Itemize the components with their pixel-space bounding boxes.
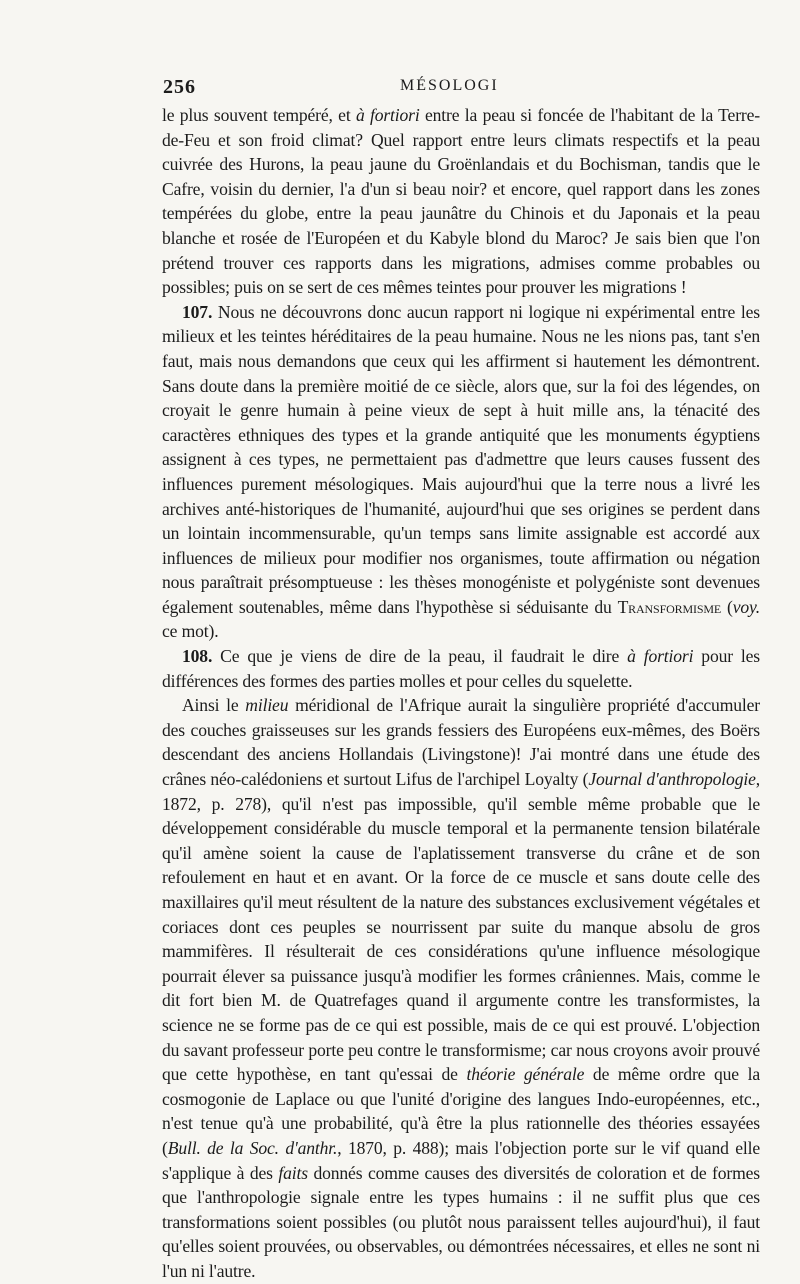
section-number-108: 108. [182, 646, 213, 667]
section-number-107: 107. [182, 301, 213, 322]
paragraph-continuation: le plus souvent tempéré, et à fortiori entre la peau si foncée de l'habitant de la Terre-de-Feu et son froid climat? Quel rapport entre leurs climats respectifs et la peau cuivrée des Hurons, la peau jaune du Groënlandais et du Bochisman, tandis que le Cafre, voisin du dernier, l'a d'un si beau noir? et encore, quel rapport dans les zones tempérées du globe, entre la peau jaunâtre du Chinois et du Japonais et la peau blanche et rosée de l'Européen et du Kabyle blond du Maroc? Je sais bien que l'on prétend trouver ces rapports dans les migrations, admises comme probables ou possibles; puis on se sert de ces mêmes teintes pour prouver les migrations ! [162, 105, 760, 298]
page-number: 256 [163, 76, 196, 98]
page-header [150, 70, 758, 98]
citation-bulletin: Bull. de la Soc. d'anthr. [167, 1137, 338, 1158]
citation-journal: Journal d'anthropologie [588, 769, 756, 790]
paragraph-107: 107. Nous ne découvrons donc aucun rapport ni logique ni expérimental entre les milieux et les teintes héréditaires de la peau humaine. Nous ne les nions pas, tant s'en faut, mais nous demandons que ceux qui les affirment si hautement les démontrent. Sans doute dans la première moitié de ce siècle, alors que, sur la foi des légendes, on croyait le genre humain à peine vieux de sept à huit mille ans, la ténacité des caractères ethniques des types et la grande antiquité que les monuments égyptiens assignent à ces types, ne permettaient pas d'admettre que leurs causes fussent des influences purement mésologiques. Mais aujourd'hui que la terre nous a livré les archives anté-historiques de l'humanité, aujourd'hui que ses origines se perdent dans un lointain incommensurable, qu'un temps sans limite assignable est accordé aux influences de milieux pour modifier nos organismes, toute affirmation ou négation nous paraîtrait présomptueuse : les thèses monogéniste et polygéniste sont devenues également soutenables, même dans l'hypothèse si séduisante du Transformisme (voy. ce mot). [162, 301, 760, 642]
running-title: MÉSOLOGI [400, 77, 499, 94]
paragraph-ainsi: Ainsi le milieu méridional de l'Afrique aurait la singulière propriété d'accumuler des couches graisseuses sur les grands fessiers des Européens eux-mêmes, des Boërs descendant des anciens Hollandais (Livingstone)! J'ai montré dans une étude des crânes néo-calédoniens et surtout Lifus de l'archipel Loyalty (Journal d'anthropologie, 1872, p. 278), qu'il n'est pas impossible, qu'il semble même probable que le développement considérable du muscle temporal et la permanente tension bilatérale qu'il amène soient la cause de l'aplatissement transverse du crâne et de son refoulement en haut et en avant. Or la force de ce muscle et sans doute celle des maxillaires qu'il meut résultent de la nature des substances exclusivement végétales et coriaces dont ces peuples se nourrissent par suite du manque absolu de gros mammifères. Il résulterait de ces considérations qu'une influence mésologique pourrait élever sa puissance jusqu'à modifier les formes crâniennes. Mais, comme le dit fort bien M. de Quatrefages quand il argumente contre les transformistes, la science ne se forme pas de ce qui est possible, mais de ce qui est prouvé. L'objection du savant professeur porte peu contre le transformisme; car nous croyons avoir prouvé que cette hypothèse, en tant qu'essai de théorie générale de même ordre que la cosmogonie de Laplace ou que l'unité d'origine des langues Indo-européennes, etc., n'est tenue qu'à une probabilité, qu'à être la plus rationnelle des théories essayées (Bull. de la Soc. d'anthr., 1870, p. 488); mais l'objection porte sur le vif quand elle s'applique à des faits donnés comme causes des diversités de coloration et de formes que l'anthropologie signale entre les types humains : il ne suffit plus que ces transformations soient possibles (ou plutôt nous paraissent telles aujourd'hui), il faut qu'elles soient prouvées, ou observables, ou démontrées nécessaires, et elles ne sont ni l'un ni l'autre. [162, 695, 761, 1281]
paragraph-108: 108. Ce que je viens de dire de la peau, il faudrait le dire à fortiori pour les différences des formes des parties molles et pour celles du squelette. [162, 646, 760, 691]
cross-reference: Transformisme [617, 596, 722, 617]
text-body [162, 103, 760, 1284]
